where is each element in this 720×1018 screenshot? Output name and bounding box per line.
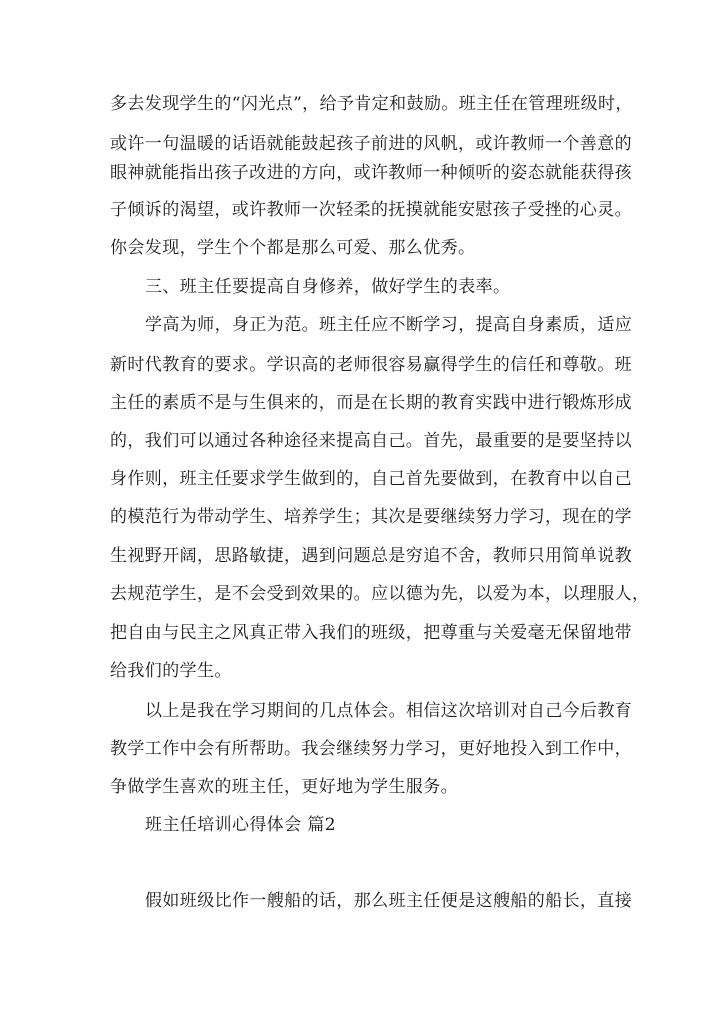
para1-line-3: 眼神就能指出孩子改进的方向，或许教师一种倾听的姿态就能获得孩 (110, 163, 632, 183)
para3-line-3: 争做学生喜欢的班主任，更好地为学生服务。 (110, 777, 458, 797)
para2-line-10: 给我们的学生。 (110, 661, 232, 681)
para3-line-2: 教学工作中会有所帮助。我会继续努力学习，更好地投入到工作中， (110, 739, 632, 759)
para2-line-2: 新时代教育的要求。学识高的老师很容易赢得学生的信任和尊敬。班 (110, 355, 632, 375)
para2-line-6: 的模范行为带动学生、培养学生；其次是要继续努力学习，现在的学 (110, 507, 632, 527)
para2-line-4: 的，我们可以通过各种途径来提高自己。首先，最重要的是要坚持以 (110, 431, 632, 451)
para2-line-1: 学高为师，身正为范。班主任应不断学习，提高自身素质，适应 (145, 315, 633, 335)
para1-line-5: 你会发现，学生个个都是那么可爱、那么优秀。 (110, 238, 476, 258)
para1-line-2: 或许一句温暖的话语就能鼓起孩子前进的风帆，或许教师一个善意的 (110, 134, 632, 154)
para4-line-1: 假如班级比作一艘船的话，那么班主任便是这艘船的船长，直接 (145, 891, 633, 911)
para1-line-4: 子倾诉的渴望，或许教师一次轻柔的抚摸就能安慰孩子受挫的心灵。 (110, 200, 632, 220)
section3-heading: 三、班主任要提高自身修养，做好学生的表率。 (145, 277, 511, 297)
para2-line-3: 主任的素质不是与生俱来的，而是在长期的教育实践中进行锻炼形成 (110, 393, 632, 413)
para3-line-1: 以上是我在学习期间的几点体会。相信这次培训对自己今后教育 (145, 701, 633, 721)
para2-line-7: 生视野开阔，思路敏捷，遇到问题总是穷追不舍，教师只用简单说教 (110, 546, 632, 566)
para1-line-1: 多去发现学生的“闪光点”，给予肯定和鼓励。班主任在管理班级时， (110, 94, 633, 114)
para2-line-5: 身作则，班主任要求学生做到的，自己首先要做到，在教育中以自己 (110, 469, 632, 489)
para2-line-8: 去规范学生，是不会受到效果的。应以德为先，以爱为本，以理服人， (110, 584, 650, 604)
para2-line-9: 把自由与民主之风真正带入我们的班级，把尊重与关爱毫无保留地带 (110, 623, 632, 643)
article2-title: 班主任培训心得体会 篇2 (145, 815, 337, 835)
